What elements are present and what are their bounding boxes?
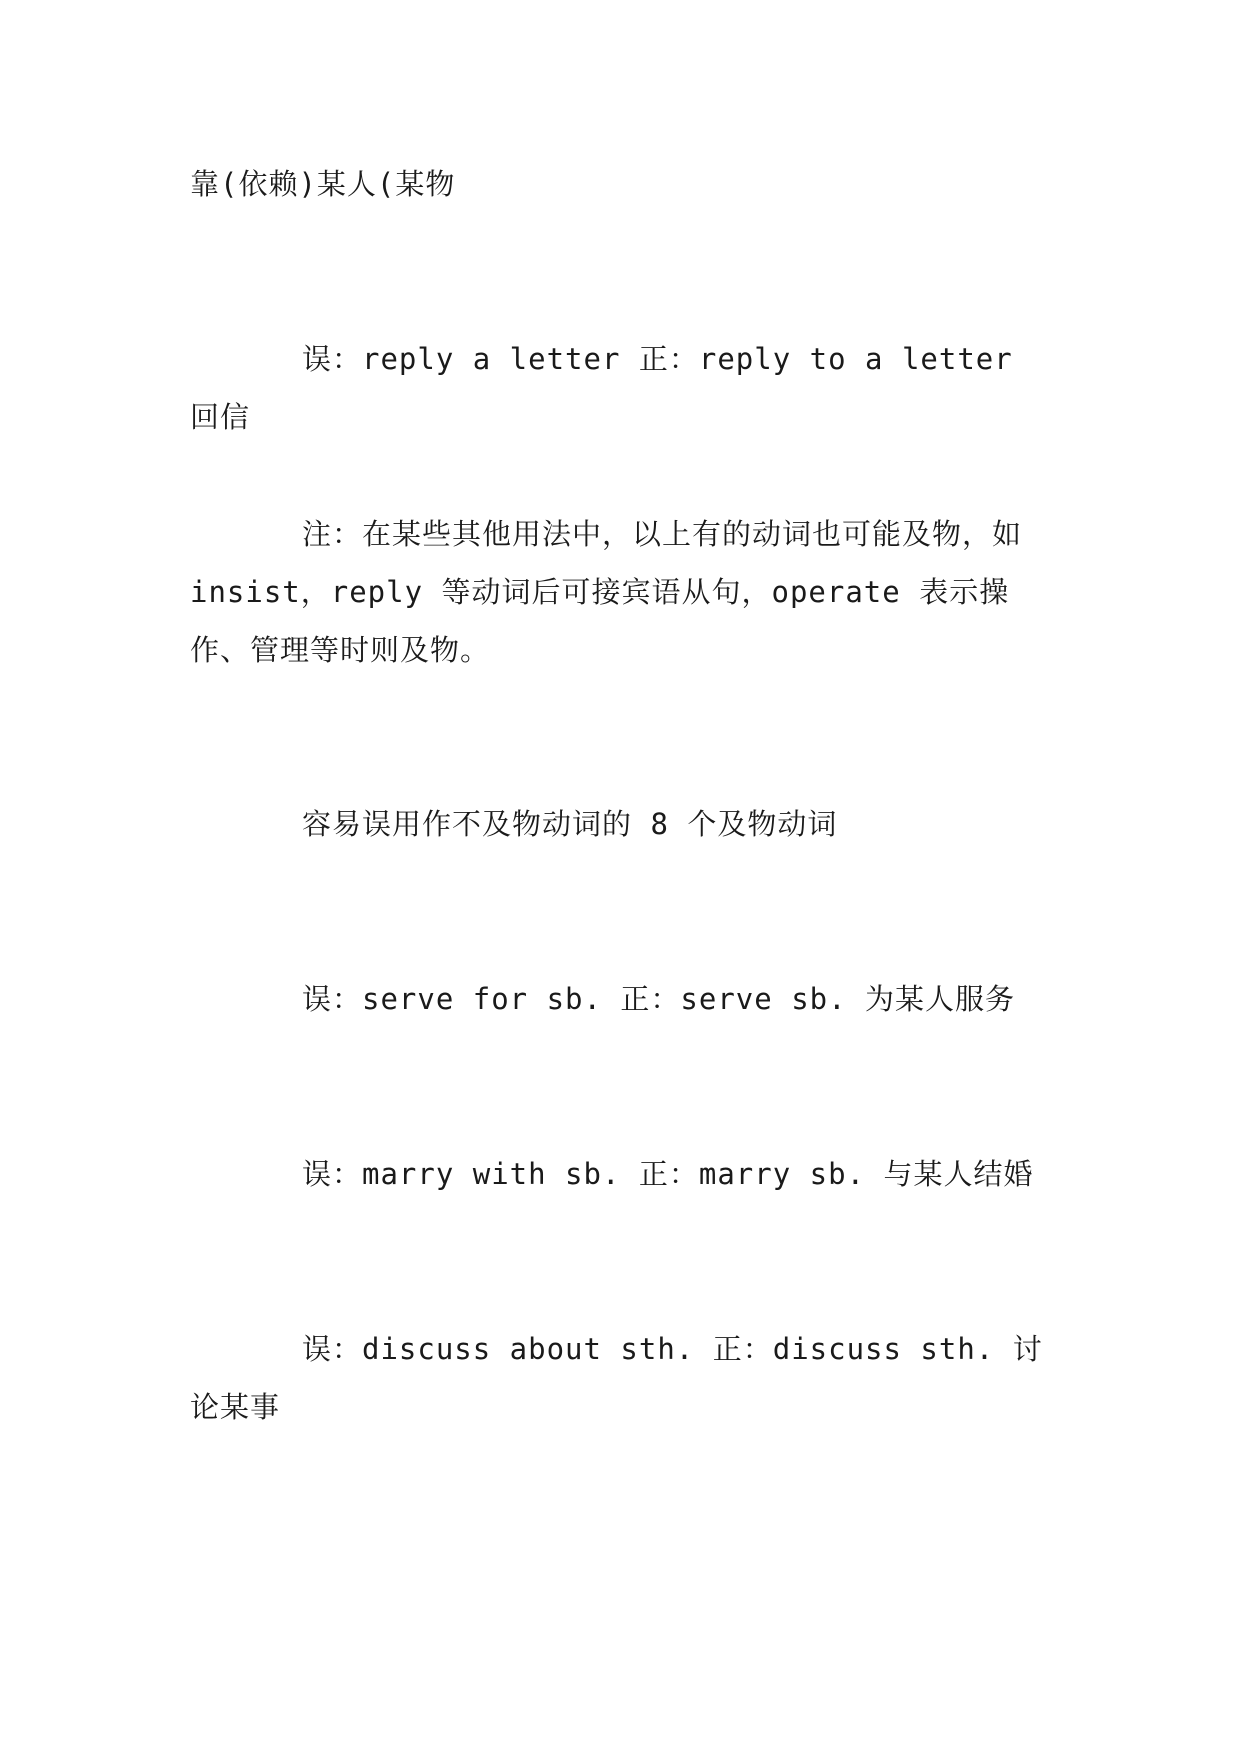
paragraph-note: 注：在某些其他用法中，以上有的动词也可能及物，如 insist，reply 等动词后可接宾语从句，operate 表示操作、管理等时则及物。 [190,517,1041,667]
paragraph-depend-on-fragment: 靠(依赖)某人(某物 [190,167,456,201]
paragraph-marry: 误：marry with sb. 正：marry sb. 与某人结婚 [302,1157,1034,1191]
section-heading-transitive-verbs: 容易误用作不及物动词的 8 个及物动词 [302,807,838,841]
paragraph-reply-letter: 误：reply a letter 正：reply to a letter 回信 [190,342,1032,434]
paragraph-serve: 误：serve for sb. 正：serve sb. 为某人服务 [302,982,1016,1016]
paragraph-discuss: 误：discuss about sth. 正：discuss sth. 讨论某事 [190,1332,1043,1424]
